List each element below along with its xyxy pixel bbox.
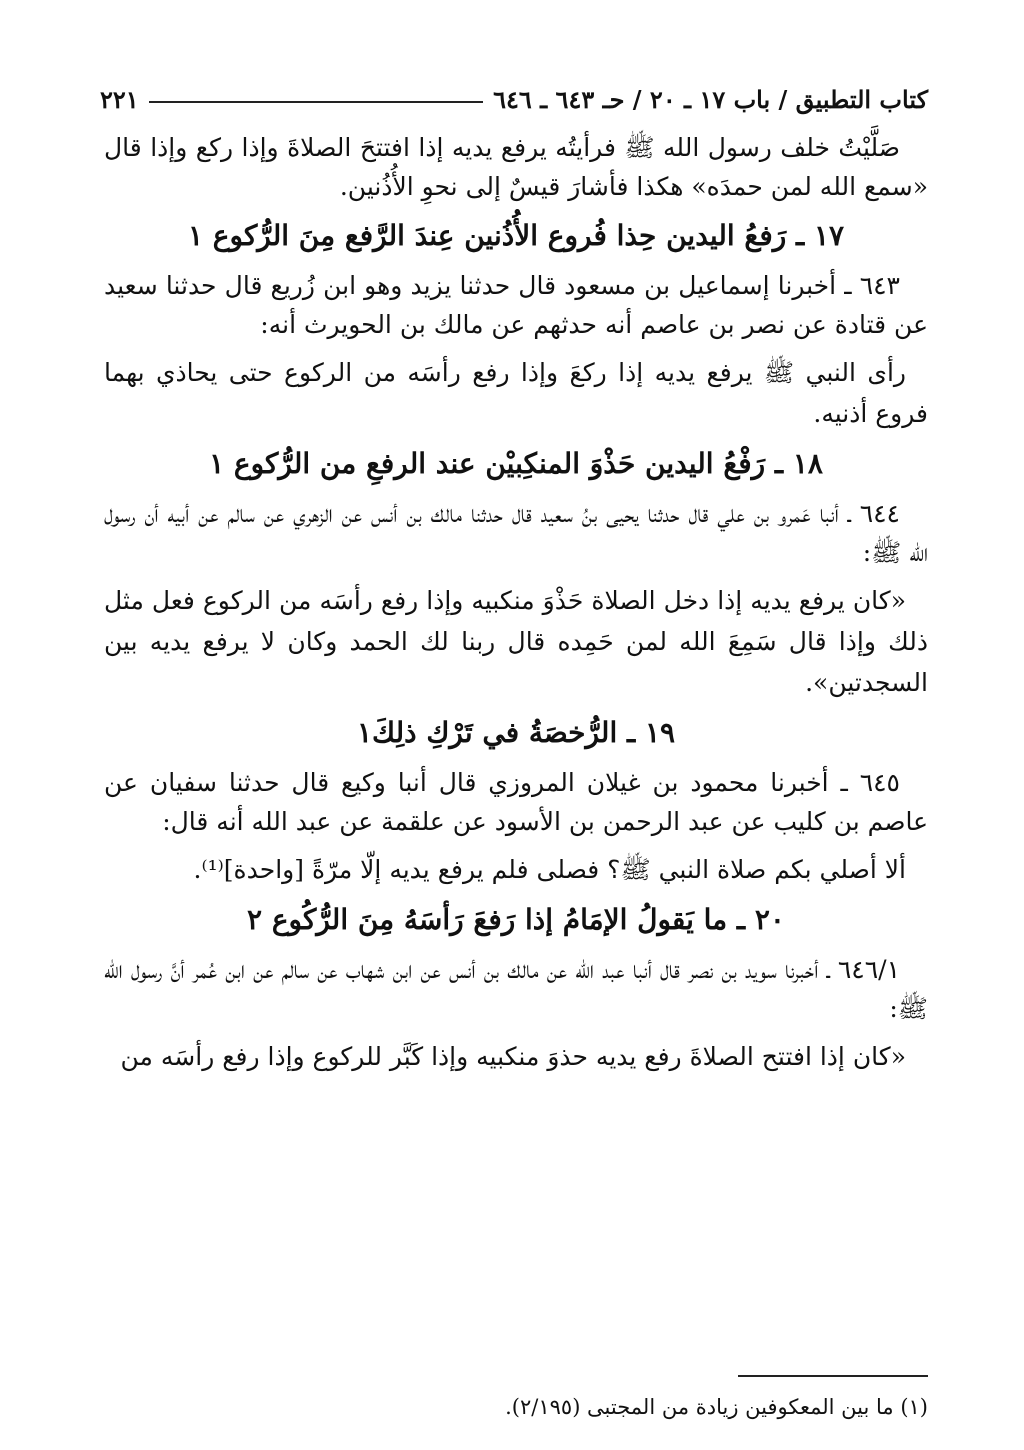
chapter-heading-17: ١٧ ـ رَفعُ اليدين حِذا فُروع الأُذُنين عِندَ الرَّفع مِنَ الرُّكوع ١ xyxy=(187,219,845,252)
hadith-645 xyxy=(104,763,928,890)
hadith-645-isnad: ٦٤٥ ـ أخبرنا محمود بن غيلان المروزي قال أنبا وكيع قال حدثنا سفيان عن عاصم بن كليب عن عبد الرحمن بن الأسود عن علقمة عن عبد الله أنه قال: xyxy=(104,768,928,836)
hadith-646-isnad: ٦٤٦/١ ـ أخبرنا سويد بن نصر قال أنبا عبد الله عن مالك بن أنس عن ابن شهاب عن سالم عن ابن عُمر أنَّ رسول الله ﷺ: xyxy=(104,955,928,1023)
page-body xyxy=(104,128,928,1085)
footnote: (١) ما بين المعكوفين زيادة من المجتبى (٢/١٩٥). xyxy=(505,1395,928,1419)
hadith-644 xyxy=(104,494,928,703)
header-rule xyxy=(149,101,483,103)
hadith-645-matn: ألا أصلي بكم صلاة النبي ﷺ؟ فصلى فلم يرفع يديه إلّا مرّةً [واحدة]⁽¹⁾. xyxy=(193,855,906,884)
hadith-644-isnad: ٦٤٤ ـ أنبا عَمرو بن علي قال حدثنا يحيى بنُ سعيد قال حدثنا مالك بن أنس عن الزهري عن سالم عن أبيه أن رسول الله ﷺ: xyxy=(104,499,928,567)
hadith-643 xyxy=(104,266,928,434)
hadith-646 xyxy=(104,950,928,1077)
chapter-heading-19: ١٩ ـ الرُّخصَةُ في تَرْكِ ذلِكَ١ xyxy=(356,716,676,749)
running-header xyxy=(100,78,928,120)
chapter-heading-20: ٢٠ ـ ما يَقولُ الإمَامُ إذا رَفعَ رَأسَهُ مِنَ الرُّكُوع ٢ xyxy=(247,903,785,936)
chapter-heading-18: ١٨ ـ رَفْعُ اليدين حَذْوَ المنكِبيْن عند الرفعِ من الرُّكوع ١ xyxy=(209,447,823,480)
page-number: ٢٢١ xyxy=(100,84,139,114)
hadith-644-matn: «كان يرفع يديه إذا دخل الصلاة حَذْوَ منكبيه وإذا رفع رأسَه من الركوع فعل مثل ذلك وإذا قال سَمِعَ الله لمن حَمِده قال ربنا لك الحمد وكان لا يرفع يديه بين السجدتين». xyxy=(104,586,928,697)
footnote-rule xyxy=(738,1375,928,1377)
hadith-646-matn: «كان إذا افتتح الصلاةَ رفع يديه حذوَ منكبيه وإذا كَبَّر للركوع وإذا رفع رأسَه من xyxy=(120,1042,906,1071)
hadith-643-matn: رأى النبي ﷺ يرفع يديه إذا ركعَ وإذا رفع رأسَه من الركوع حتى يحاذي بهما فروع أذنيه. xyxy=(104,358,928,428)
hadith-643-isnad: ٦٤٣ ـ أخبرنا إسماعيل بن مسعود قال حدثنا يزيد وهو ابن زُريع قال حدثنا سعيد عن قتادة عن نصر بن عاصم أنه حدثهم عن مالك بن الحويرث أنه: xyxy=(104,271,928,339)
header-title: كتاب التطبيق / باب ١٧ ـ ٢٠ / حـ ٦٤٣ ـ ٦٤٦ xyxy=(493,84,928,114)
hadith-642-continuation: صَلَّيْتُ خلف رسول الله ﷺ فرأيتُه يرفع يديه إذا افتتحَ الصلاةَ وإذا ركع وإذا قال «سمع الله لمن حمدَه» هكذا فأشارَ قيسٌ إلى نحوِ الأُذُنين. xyxy=(104,133,928,201)
